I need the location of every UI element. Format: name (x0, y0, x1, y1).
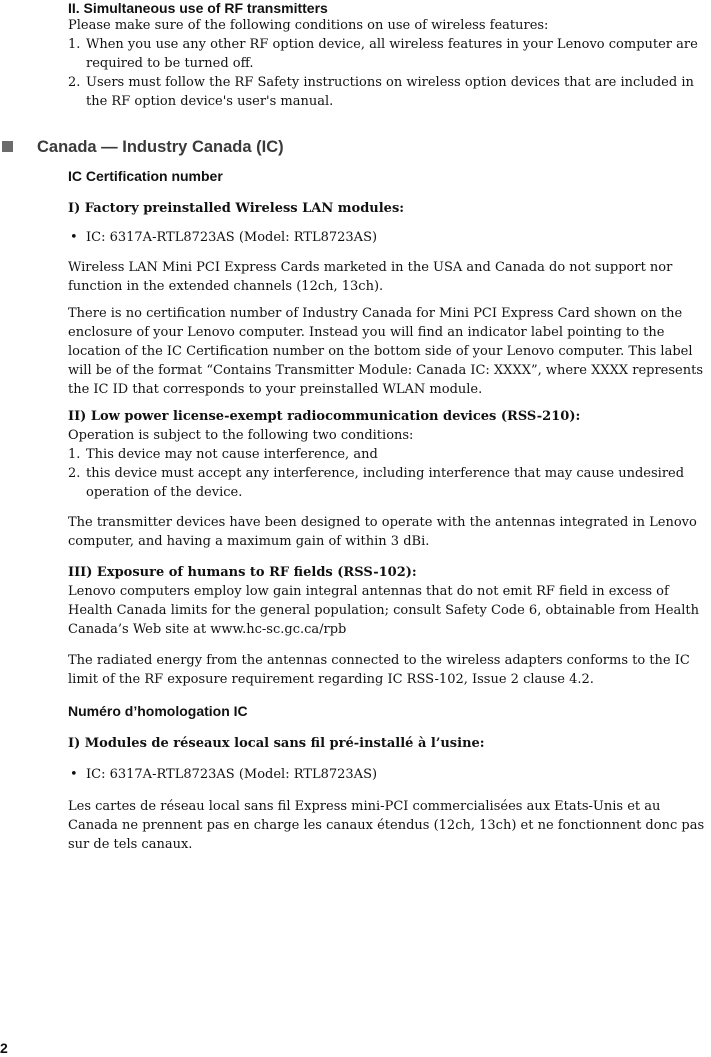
section-title: II. Simultaneous use of RF transmitters (68, 0, 328, 16)
low-power-title: II) Low power license-exempt radiocommunication devices (RSS-210): (68, 409, 581, 424)
conditions-list (68, 35, 711, 111)
list-item (68, 464, 711, 502)
list-item (68, 765, 711, 784)
list-item (68, 228, 711, 247)
list-text: When you use any other RF option device, all wireless features in your Lenovo computer are required to be turned off. (86, 37, 698, 71)
low-power-list (68, 445, 711, 502)
exposure-text: Lenovo computers employ low gain integral antennas that do not emit RF field in excess of Health Canada limits for the general population; consult Safety Code 6, obtainable from Health Canada’s Web site at www.hc-sc.gc.ca/rpb (68, 584, 700, 637)
list-text: IC: 6317A-RTL8723AS (Model: RTL8723AS) (86, 230, 378, 245)
canada-heading (0, 136, 711, 160)
list-item (68, 35, 711, 73)
low-power-intro: Operation is subject to the following two conditions: (68, 428, 414, 443)
list-number: 2. (68, 466, 81, 481)
list-number: 2. (68, 75, 81, 90)
list-text: Users must follow the RF Safety instructions on wireless option devices that are included in the RF option device's user's manual. (86, 75, 694, 109)
paragraph: Les cartes de réseau local sans fil Express mini-PCI commercialisées aux Etats-Unis et au Canada ne prennent pas en charge les canaux étendus (12ch, 13ch) et ne fonctionnent donc pas sur de tels canaux. (68, 799, 705, 852)
paragraph: The radiated energy from the antennas connected to the wireless adapters conforms to the IC limit of the RF exposure requirement regarding IC RSS-102, Issue 2 clause 4.2. (68, 653, 690, 687)
fr-modules-title: I) Modules de réseaux local sans fil pré-installé à l’usine: (68, 736, 485, 751)
fr-title: Numéro d’homologation IC (68, 703, 248, 719)
section-intro: Please make sure of the following conditions on use of wireless features: (68, 18, 549, 33)
page-number: 2 (0, 1040, 8, 1056)
paragraph: There is no certification number of Industry Canada for Mini PCI Express Card shown on the enclosure of your Lenovo computer. Instead you will find an indicator label pointing to the location of the IC Certification number on the bottom side of your Lenovo computer. This label will be of the format “Contains Transmitter Module: Canada IC: XXXX”, where XXXX represents the IC ID that corresponds to your preinstalled WLAN module. (68, 306, 704, 397)
bullet-dot-icon: • (70, 767, 78, 782)
section-simultaneous-use (68, 0, 711, 111)
paragraph: Wireless LAN Mini PCI Express Cards marketed in the USA and Canada do not support nor function in the extended channels (12ch, 13ch). (68, 260, 673, 294)
factory-list (68, 228, 711, 247)
list-item (68, 445, 711, 464)
list-text: this device must accept any interference, including interference that may cause undesired operation of the device. (86, 466, 685, 500)
factory-title: I) Factory preinstalled Wireless LAN modules: (68, 201, 405, 216)
exposure-title: III) Exposure of humans to RF fields (RSS-102): (68, 565, 417, 580)
paragraph: The transmitter devices have been designed to operate with the antennas integrated in Lenovo computer, and having a maximum gain of within 3 dBi. (68, 515, 697, 549)
list-text: This device may not cause interference, and (86, 447, 378, 462)
section-canada (68, 167, 711, 854)
square-bullet-icon (2, 141, 13, 152)
fr-list (68, 765, 711, 784)
cert-title: IC Certification number (68, 168, 223, 184)
list-number: 1. (68, 447, 81, 462)
list-number: 1. (68, 37, 81, 52)
bullet-dot-icon: • (70, 230, 78, 245)
list-item (68, 73, 711, 111)
canada-title: Canada — Industry Canada (IC) (37, 138, 284, 156)
list-text: IC: 6317A-RTL8723AS (Model: RTL8723AS) (86, 767, 378, 782)
